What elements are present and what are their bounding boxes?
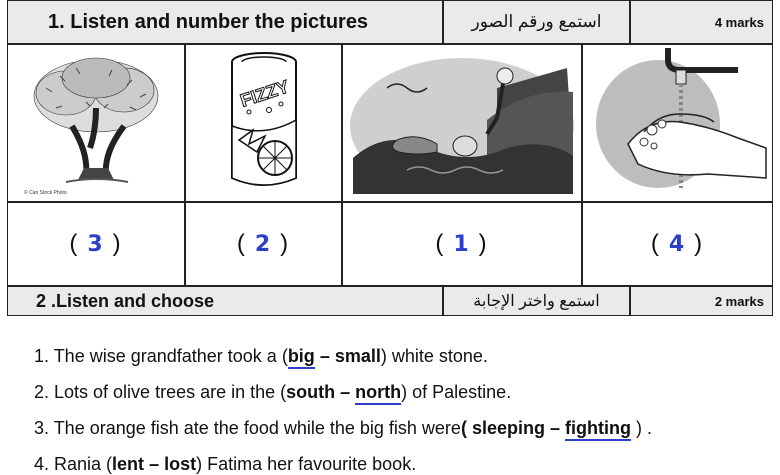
section1-marks: 4 marks xyxy=(630,0,773,44)
answer-box-4[interactable] xyxy=(582,202,773,286)
section1-header xyxy=(7,0,773,44)
washing-hands-icon xyxy=(588,48,768,198)
answer-close-paren: ) xyxy=(280,230,291,257)
option-selected[interactable]: fighting xyxy=(565,418,631,441)
rescue-at-sea-icon xyxy=(347,48,577,198)
option[interactable]: lost xyxy=(164,454,197,474)
section1-arabic-title: استمع ورقم الصور xyxy=(443,0,630,44)
option[interactable]: small xyxy=(334,346,381,366)
answer-box-2[interactable] xyxy=(185,202,342,286)
picture-cell-1 xyxy=(7,44,185,202)
question-text: 4. Rania ( xyxy=(34,454,113,474)
question-4 xyxy=(34,454,416,475)
question-3 xyxy=(34,418,652,439)
fizzy-can-icon xyxy=(209,48,319,198)
answer-close-paren: ) xyxy=(694,230,705,257)
option-selected[interactable]: big xyxy=(288,346,315,369)
option[interactable]: south xyxy=(286,382,336,402)
option-separator: – xyxy=(314,346,335,366)
section2-header xyxy=(7,286,773,316)
handwritten-answer: 1 xyxy=(453,231,471,257)
option[interactable]: lent xyxy=(112,454,145,474)
question-text: 3. The orange fish ate the food while the big fish were xyxy=(34,418,461,438)
tree-caption: © Can Stock Photo xyxy=(24,190,67,196)
pictures-row xyxy=(7,44,773,202)
answer-open-paren: ( xyxy=(650,230,661,257)
picture-cell-2 xyxy=(185,44,342,202)
question-text: ) Fatima her favourite book. xyxy=(196,454,417,474)
answer-box-1[interactable] xyxy=(7,202,185,286)
question-text: ) . xyxy=(630,418,652,438)
answer-close-paren: ) xyxy=(478,230,489,257)
olive-tree-icon xyxy=(16,48,176,198)
question-1 xyxy=(34,346,488,367)
picture-cell-4 xyxy=(582,44,773,202)
question-text: 1. The wise grandfather took a ( xyxy=(34,346,288,366)
question-text: ) of Palestine. xyxy=(401,382,512,402)
section1-title: 1. Listen and number the pictures xyxy=(7,0,443,44)
section2-arabic-title: استمع واختر الإجابة xyxy=(443,286,630,316)
handwritten-answer: 3 xyxy=(87,231,105,257)
answer-open-paren: ( xyxy=(236,230,247,257)
option-open-paren: ( xyxy=(460,418,472,438)
answers-row xyxy=(7,202,773,286)
section2-marks: 2 marks xyxy=(630,286,773,316)
answer-close-paren: ) xyxy=(112,230,123,257)
answer-open-paren: ( xyxy=(435,230,446,257)
option-separator: – xyxy=(544,418,565,438)
handwritten-answer: 2 xyxy=(254,231,273,257)
question-text: ) white stone. xyxy=(380,346,488,366)
option-separator: – xyxy=(335,382,356,402)
question-2 xyxy=(34,382,511,403)
section2-title: 2 .Listen and choose xyxy=(7,286,443,316)
handwritten-answer: 4 xyxy=(668,231,687,257)
answer-box-3[interactable] xyxy=(342,202,582,286)
option-selected[interactable]: north xyxy=(355,382,401,405)
picture-cell-3 xyxy=(342,44,582,202)
option-separator: – xyxy=(144,454,165,474)
can-label: FIZZY xyxy=(237,76,292,111)
question-text: 2. Lots of olive trees are in the ( xyxy=(34,382,287,402)
option[interactable]: sleeping xyxy=(471,418,545,438)
answer-open-paren: ( xyxy=(69,230,80,257)
